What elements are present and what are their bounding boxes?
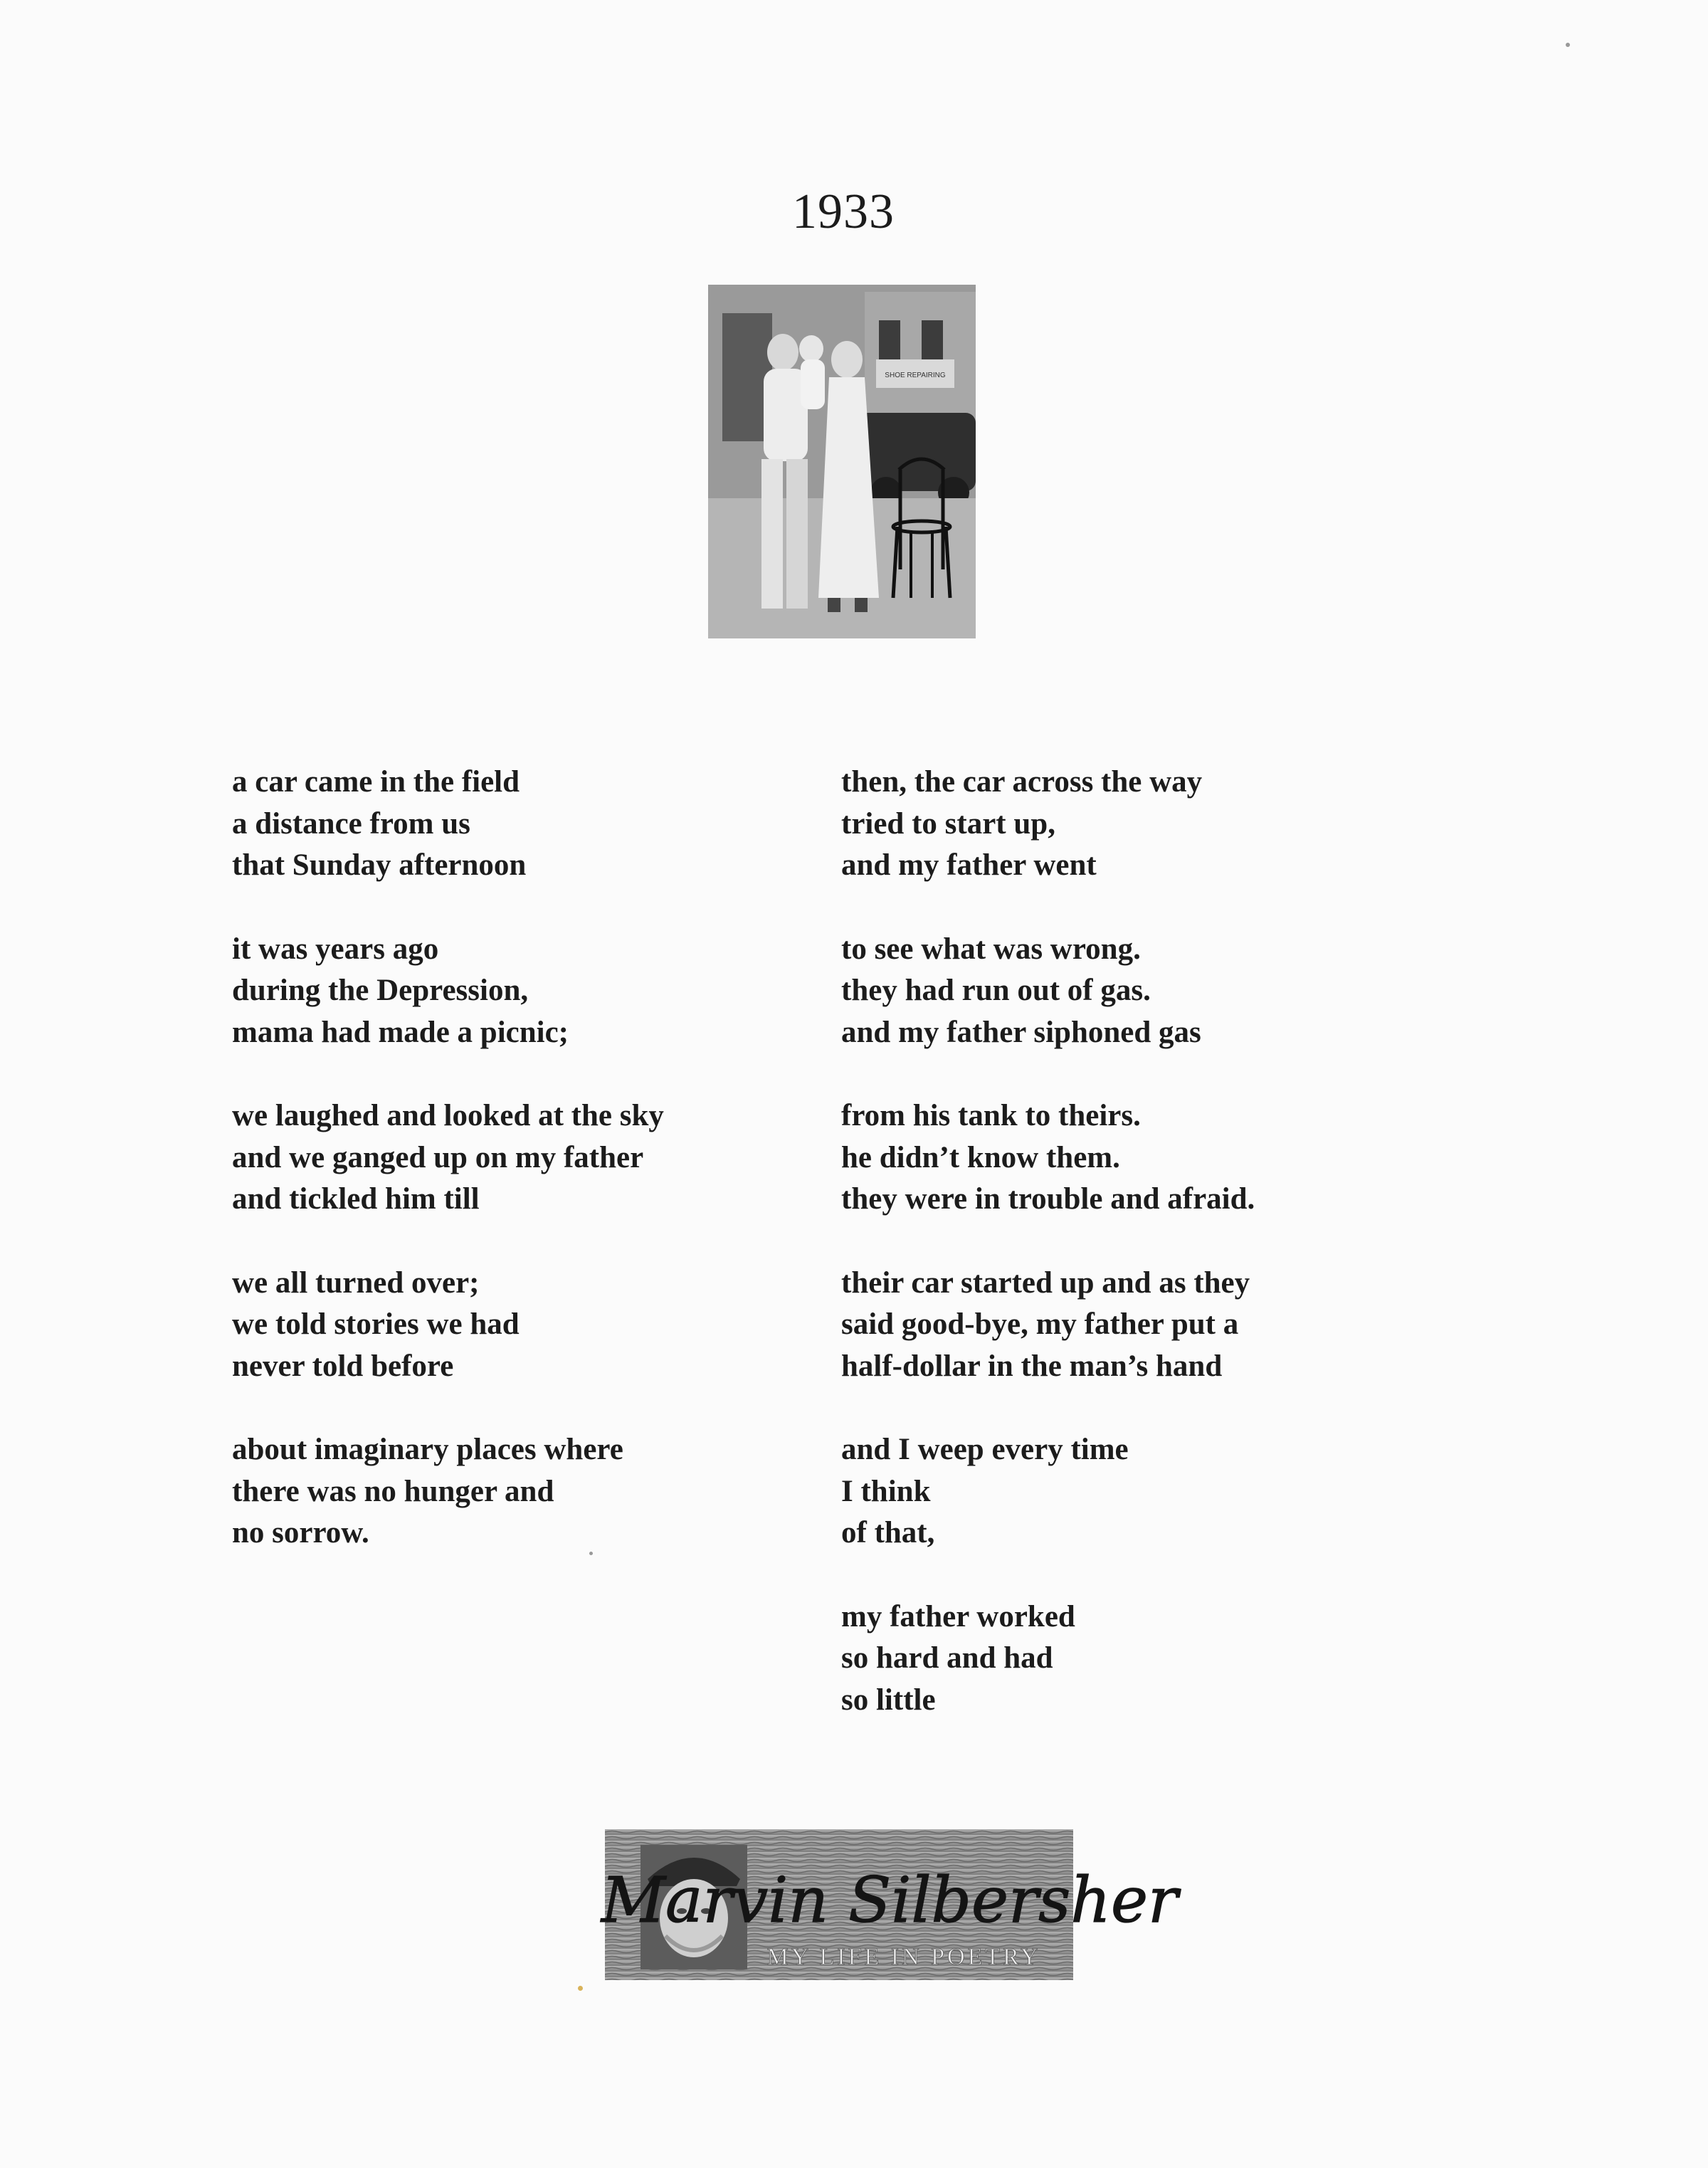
poem-line: and my father siphoned gas: [841, 1015, 1201, 1049]
poem-line: mama had made a picnic;: [232, 1015, 569, 1049]
stanza: [841, 1429, 1482, 1554]
stanza: [841, 929, 1482, 1054]
poem-right-column: [841, 762, 1482, 1763]
stanza: [232, 929, 801, 1054]
poem-line: we told stories we had: [232, 1307, 520, 1341]
poem-line: that Sunday afternoon: [232, 848, 527, 882]
poem-line: about imaginary places where: [232, 1433, 623, 1466]
poem-line: and my father went: [841, 848, 1097, 882]
poem-line: they had run out of gas.: [841, 974, 1151, 1007]
poem-line: a distance from us: [232, 806, 470, 841]
poem-line: they were in trouble and afraid.: [841, 1182, 1255, 1216]
poem-line: half-dollar in the man’s hand: [841, 1349, 1223, 1383]
poem-line: it was years ago: [232, 932, 439, 966]
poem-left-column: [232, 762, 801, 1596]
poem-line: of that,: [841, 1516, 935, 1549]
poem-line: from his tank to theirs.: [841, 1099, 1141, 1132]
vintage-family-photo-icon: [708, 285, 976, 638]
stanza: [841, 1596, 1482, 1722]
poem-line: he didn’t know them.: [841, 1140, 1120, 1174]
footer-logo: [601, 1829, 1179, 1980]
scan-speck: [589, 1552, 593, 1555]
author-signature: Marvin Silbersher: [601, 1863, 1179, 1937]
stanza: [232, 1263, 801, 1388]
poem-line: during the Depression,: [232, 974, 529, 1007]
poem-line: my father worked: [841, 1599, 1075, 1633]
stanza: [841, 1095, 1482, 1221]
poem-line: a car came in the field: [232, 765, 520, 799]
poem-line: I think: [841, 1474, 931, 1508]
stanza: [232, 1429, 801, 1554]
poem-line: then, the car across the way: [841, 765, 1203, 799]
poem-line: we all turned over;: [232, 1265, 480, 1300]
scan-speck: [1566, 43, 1570, 47]
poem-line: so hard and had: [841, 1641, 1053, 1675]
poem-line: so little: [841, 1683, 936, 1717]
stanza: [232, 762, 801, 887]
poem-line: we laughed and looked at the sky: [232, 1099, 664, 1132]
poem-line: never told before: [232, 1349, 454, 1383]
stanza: [841, 762, 1482, 887]
poem-title: 1933: [792, 184, 895, 239]
poem-line: to see what was wrong.: [841, 932, 1141, 966]
stanza: [232, 1095, 801, 1221]
poem-line: there was no hunger and: [232, 1474, 554, 1508]
poem-line: and we ganged up on my father: [232, 1140, 644, 1174]
poem-line: and I weep every time: [841, 1433, 1129, 1466]
poem-line: no sorrow.: [232, 1516, 369, 1549]
logo-tagline: MY LIFE IN POETRY: [766, 1944, 1041, 1970]
poem-line: said good-bye, my father put a: [841, 1307, 1239, 1341]
stanza: [841, 1263, 1482, 1388]
poem-line: and tickled him till: [232, 1182, 480, 1216]
scan-speck: [578, 1986, 583, 1991]
shop-sign: SHOE REPAIRING: [885, 372, 946, 379]
poem-line: their car started up and as they: [841, 1265, 1250, 1300]
poem-line: tried to start up,: [841, 806, 1055, 841]
